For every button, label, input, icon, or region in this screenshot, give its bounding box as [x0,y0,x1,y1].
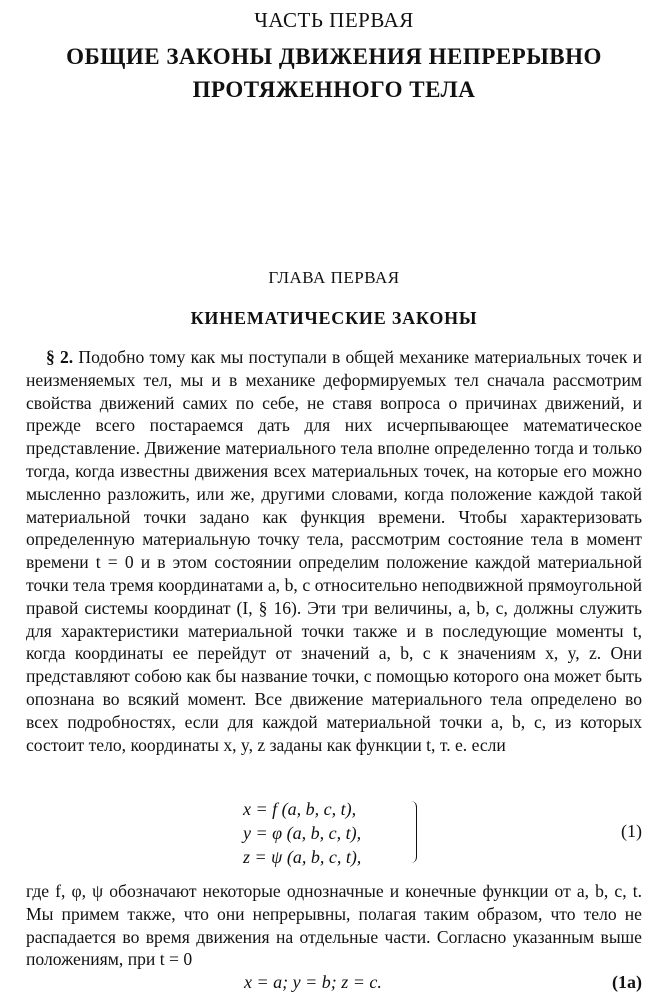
equation-1 [0,797,668,869]
equation-1a [0,972,668,998]
equation-1a-text: x = a; y = b; z = c. [244,972,382,992]
part-label: ЧАСТЬ ПЕРВАЯ [254,8,414,32]
part-title-line1: ОБЩИЕ ЗАКОНЫ ДВИЖЕНИЯ НЕПРЕРЫВНО [66,44,602,69]
equation-1a-number: (1a) [612,972,642,992]
part-title [0,40,668,106]
section-mark: § 2. [46,347,74,367]
equation-1-lines [243,797,361,869]
paragraph-1 [26,346,642,756]
equation-1-line-y: y = φ (a, b, c, t), [243,823,362,843]
chapter-title: КИНЕМАТИЧЕСКИЕ ЗАКОНЫ [190,308,478,328]
equation-1-line-z: z = ψ (a, b, c, t), [243,847,362,867]
equation-1-brace [408,801,417,863]
chapter-label: ГЛАВА ПЕРВАЯ [268,268,400,287]
paragraph-2: где f, φ, ψ обозначают некоторые однозначные и конечные функции от a, b, c, t. Мы примем также, что они непрерывны, полагая таким образом, что тело не распадается во время движения на отдельные части. Согласно указанным выше положениям, при t = 0 [26,881,642,970]
equation-1-line-x: x = f (a, b, c, t), [243,799,357,819]
equation-1-number: (1) [621,821,642,841]
paragraph-1-text: Подобно тому как мы поступали в общей механике материальных точек и неизменяемых тел, мы и в механике деформируемых тел сначала рассмотрим свойства движений самих по себе, не ставя вопроса о причинах движений, и прежде всего постараемся дать для них исчерпывающее математическое представление. Движение материального тела вполне определенно тогда и только тогда, когда известны движения всех материальных точек, на которые его можно мысленно разложить, или же, другими словами, когда положение каждой такой материальной точки задано как функция времени. Чтобы характеризовать определенную материальную точку тела, рассмотрим состояние тела в момент времени t = 0 и в этом состоянии определим положение каждой материальной точки тела тремя координатами a, b, c относительно неподвижной прямоугольной правой системы координат (I, § 16). Эти три величины, a, b, c, должны служить для характеристики материальной точки также и в последующие моменты t, когда координаты ее перейдут от значений a, b, c к значениям x, y, z. Они представляют собою как бы название точки, с помощью которого она может быть опознана во всякий момент. Все движение материального тела определено во всех подробностях, если для каждой материальной точки a, b, c, из которых состоит тело, координаты x, y, z заданы как функции t, т. е. если [26,347,643,755]
part-title-line2: ПРОТЯЖЕННОГО ТЕЛА [192,77,476,102]
